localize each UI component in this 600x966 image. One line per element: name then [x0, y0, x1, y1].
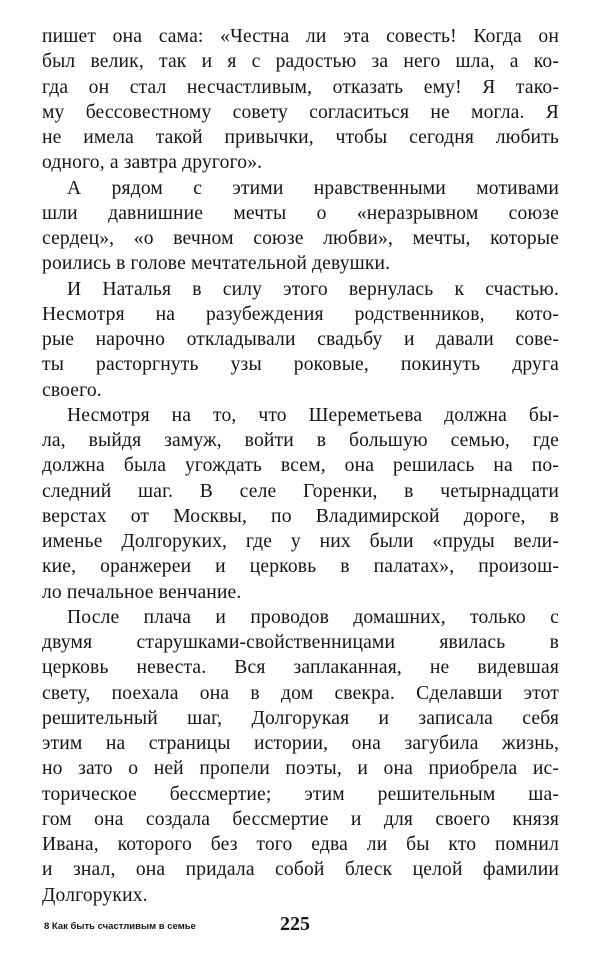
page-number: 225 [280, 913, 310, 935]
text-line: своего. [42, 379, 102, 401]
text-line: шли давнишние мечты о «неразрывном союзе [42, 202, 559, 224]
text-line: пишет она сама: «Честна ли эта совесть! Когда он [42, 26, 559, 47]
text-line: Ивана, которого без того едва ли бы кто помнил [42, 834, 559, 855]
text-line: гда он стал несчастливым, отказать ему! Я тако- [42, 76, 559, 98]
text-line: роились в голове мечтательной девушки. [42, 253, 391, 275]
text-line: После плача и проводов домашних, только с [67, 606, 559, 628]
text-line: должна была угождать всем, она решилась на по- [42, 455, 559, 477]
text-line: торическое бессмертие; этим решительным ша- [42, 783, 559, 805]
text-line: И Наталья в силу этого вернулась к счастью. [67, 278, 559, 300]
paragraph [42, 277, 559, 403]
book-page-text [42, 24, 559, 908]
text-line: рые нарочно откладывали свадьбу и давали сове- [42, 329, 559, 350]
text-line: А рядом с этими нравственными мотивами [67, 177, 559, 199]
paragraph [42, 403, 559, 605]
text-line: свету, поехала она в дом свекра. Сделавши этот [42, 682, 559, 704]
text-line: именье Долгоруких, где у них были «пруды вели- [42, 531, 559, 552]
signature-mark: 8 Как быть счастливым в семье [44, 921, 196, 932]
text-line: и знал, она придала собой блеск целой фамилии [42, 859, 559, 881]
text-line: но зато о ней пропели поэты, и она приобрела ис- [42, 758, 559, 780]
text-line: ло печальное венчание. [42, 581, 242, 603]
text-line: кие, оранжереи и церковь в палатах», произош- [42, 556, 559, 578]
text-line: Несмотря на разубеждения родственников, кото- [42, 303, 559, 325]
text-line: этим на страницы истории, она загубила жизнь, [42, 733, 559, 754]
text-line: Долгоруких. [42, 884, 148, 906]
text-line: верстах от Москвы, по Владимирской дороге, в [42, 505, 559, 527]
page-footer [44, 915, 564, 939]
text-line: му бессовестному совету согласиться не могла. Я [42, 101, 559, 123]
text-line: сердец», «о вечном союзе любви», мечты, которые [42, 228, 559, 249]
paragraph [42, 176, 559, 277]
text-line: ты расторгнуть узы роковые, покинуть друга [42, 354, 559, 376]
text-line: решительный шаг, Долгорукая и записала себя [42, 707, 559, 729]
text-line: двумя старушками-свойственницами явилась в [42, 632, 559, 653]
text-line: церковь невеста. Вся заплаканная, не видевшая [42, 657, 559, 679]
text-line: не имела такой привычки, чтобы сегодня любить [42, 127, 559, 148]
text-line: гом она создала бессмертие и для своего князя [42, 808, 559, 830]
paragraph [42, 24, 559, 176]
text-line: Несмотря на то, что Шереметьева должна бы- [67, 404, 559, 426]
paragraph [42, 605, 559, 908]
text-line: одного, а завтра другого». [42, 152, 263, 174]
text-line: следний шаг. В селе Горенки, в четырнадцати [42, 480, 559, 502]
text-line: ла, выйдя замуж, войти в большую семью, где [42, 430, 559, 451]
text-line: был велик, так и я с радостью за него шла, а ко- [42, 51, 559, 73]
